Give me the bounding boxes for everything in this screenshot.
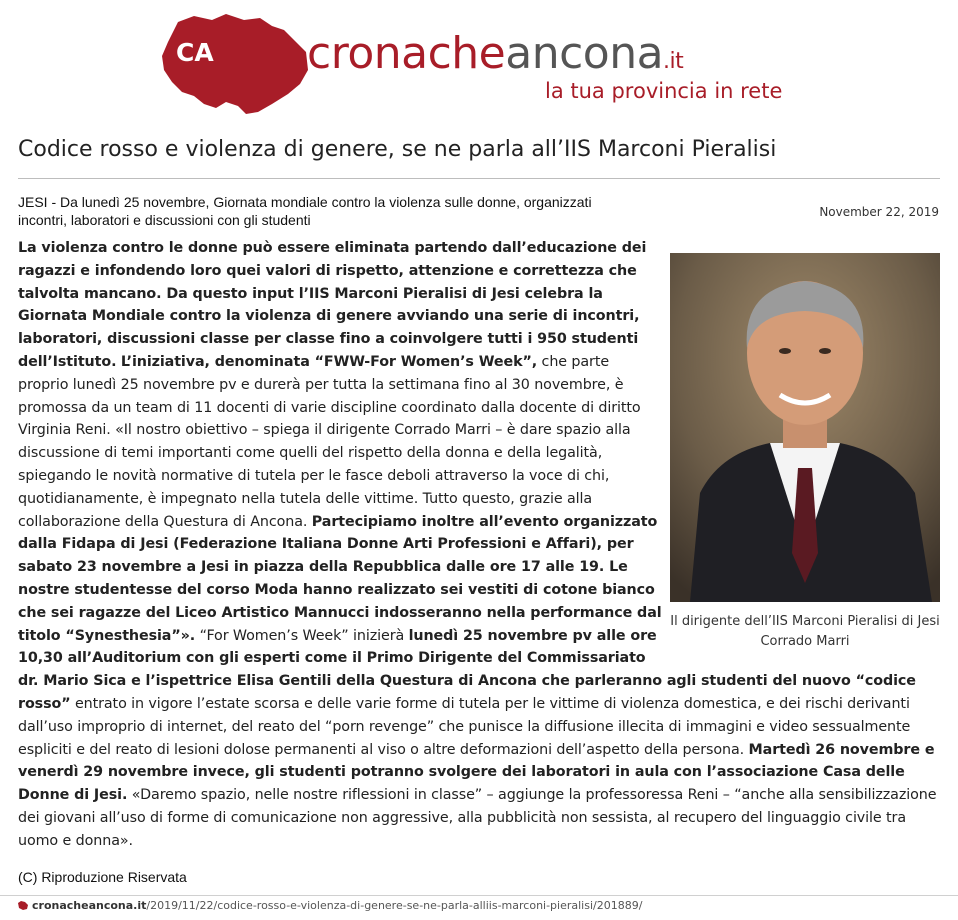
article-title: Codice rosso e violenza di genere, se ne parla all’IIS Marconi Pieralisi <box>18 137 777 162</box>
photo-caption: Il dirigente dell’IIS Marconi Pieralisi di Jesi Corrado Marri <box>670 614 940 649</box>
body-initiative-name: L’iniziativa, denominata “FWW-For Women’s Week”, <box>120 353 538 370</box>
site-name[interactable] <box>307 30 683 86</box>
body-paragraph-2-cont: entrato in vigore l’estate scorsa e delle varie forme di tutela per le vittime di violenza domestica, e dei rischi derivanti dall’uso improprio di internet, del reato del “porn revenge” che punisce la diffusione illecita di immagini e video sessualmente espliciti e del reato di lesioni dolose permanenti al viso o altre deformazioni dell’aspetto della persona. <box>18 695 911 758</box>
portrait-image <box>670 253 940 602</box>
title-divider <box>18 178 940 179</box>
footer-path: /2019/11/22/codice-rosso-e-violenza-di-genere-se-ne-parla-alliis-marconi-pieralisi/201889/ <box>146 899 643 912</box>
body-closing-quote: «Daremo spazio, nelle nostre riflessioni in classe” – aggiunge la professoressa Reni – “anche alla sensibilizzazione dei giovani all’uso di forme di comunicazione non aggressive, alla pubblicità non sessista, al recupero del linguaggio civile tra uomo e donna». <box>18 787 937 849</box>
site-header <box>0 0 958 122</box>
body-fidapa-event: Partecipiamo inoltre all’evento organizzato dalla Fidapa di Jesi (Federazione Italiana Donne Arti Professioni e Affari), per sabato 23 novembre a Jesi in piazza della Repubblica dalle ore 17 alle 19. Le nostre studentesse del corso Moda hanno realizzato sei vestiti di cotone bianco che sei ragazze del Liceo Artistico Mannucci indosseranno nella performance dal titolo “Synesthesia”». <box>18 513 662 644</box>
body-paragraph-2-start: “For Women’s Week” inizierà <box>199 627 409 644</box>
body-auditorium-event: lunedì 25 novembre pv alle ore 10,30 all’Auditorium con gli esperti come il Primo Dirigente del Commissariato dr. Mario Sica e l’ispettrice Elisa Gentili della Questura di Ancona che parleranno agli studenti del nuovo “codice rosso” <box>18 627 916 712</box>
footer-divider <box>0 895 958 896</box>
copyright-notice: (C) Riproduzione Riservata <box>18 869 187 885</box>
article-subtitle: JESI - Da lunedì 25 novembre, Giornata mondiale contro la violenza sulle donne, organizzati incontri, laboratori e discussioni con gli studenti <box>18 194 592 228</box>
site-name-part1: cronache <box>307 28 506 79</box>
site-tagline: la tua provincia in rete <box>545 79 783 103</box>
article-date: November 22, 2019 <box>819 205 939 219</box>
body-paragraph-1: che parte proprio lunedì 25 novembre pv e durerà per tutta la settimana fino al 30 novembre, è promossa da un team di 11 docenti di varie discipline coordinato dalla docente di diritto Virginia Reni. «Il nostro obiettivo – spiega il dirigente Corrado Marri – è dare spazio alla discussione di temi importanti come quelli del rispetto della donna e della legalità, spiegando le novità normative di tutela per le fasce deboli attraverso la voce di chi, quotidianamente, è impegnato nella tutela delle vittime. Tutto questo, grazie alla collaborazione della Questura di Ancona. <box>18 353 641 530</box>
site-name-tld: .it <box>663 49 684 74</box>
logo-badge: CA <box>176 38 214 67</box>
body-laboratories: Martedì 26 novembre e venerdì 29 novembre invece, gli studenti potranno svolgere dei laboratori in aula con l’associazione Casa delle Donne di Jesi. <box>18 741 935 804</box>
site-favicon-icon <box>17 900 29 911</box>
site-name-part2: ancona <box>505 28 664 79</box>
footer-site-name: cronacheancona.it <box>32 899 147 912</box>
body-lead: La violenza contro le donne può essere eliminata partendo dall’educazione dei ragazzi e infondendo loro quei valori di rispetto, attenzione e correttezza che talvolta mancano. Da questo input l’IIS Marconi Pieralisi di Jesi celebra la Giornata Mondiale contro la violenza di genere avviando una serie di incontri, laboratori, discussioni classe per classe fino a coinvolgere tutti i 950 studenti dell’Istituto. <box>18 240 647 370</box>
article-photo[interactable] <box>670 253 940 602</box>
footer-url[interactable] <box>17 899 642 912</box>
